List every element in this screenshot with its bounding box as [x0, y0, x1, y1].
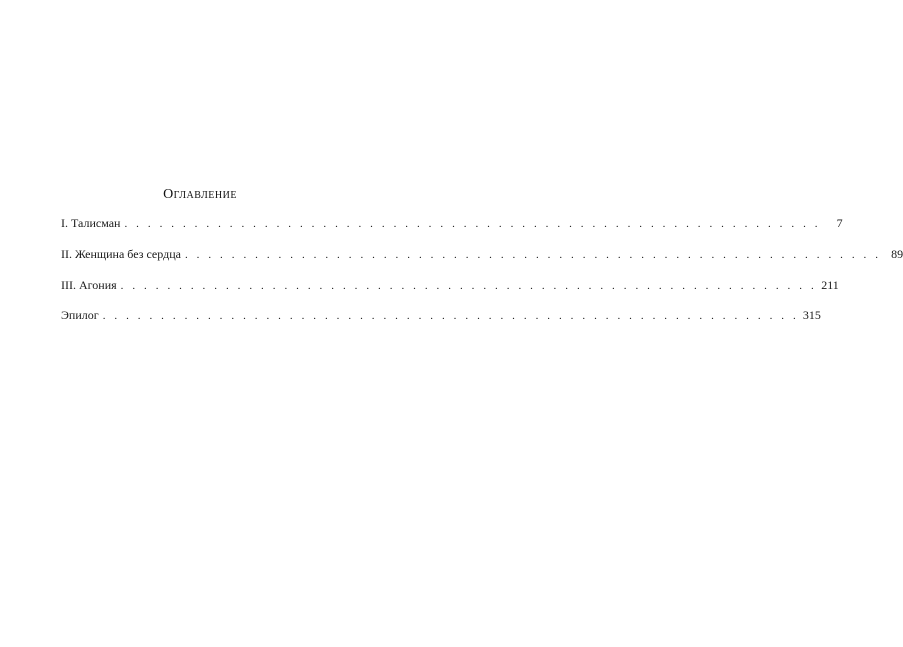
toc-entry-label: II. Женщина без сердца: [61, 247, 181, 261]
toc-entry: [61, 246, 903, 262]
toc-entry-page: 7: [836, 216, 843, 230]
toc-entry: [61, 277, 839, 293]
toc-entry-label: Эпилог: [61, 308, 99, 322]
dot-leader: . . . . . . . . . . . . . . . . . . . . . . . . . . . . . . . . . . . . . . . . . . . . . . . . . . . . . . . . . . . .: [184, 249, 882, 261]
toc-entry-page: 315: [802, 308, 821, 322]
toc-title: Оглавление: [163, 187, 237, 202]
toc-entry: [61, 307, 821, 323]
dot-leader: . . . . . . . . . . . . . . . . . . . . . . . . . . . . . . . . . . . . . . . . . . . . . . . . . . . . . . . . . . . .: [120, 280, 817, 292]
toc-entry-label: I. Талисман: [61, 216, 121, 230]
toc-entry-page: 211: [821, 278, 839, 292]
toc-entry-page: 89: [891, 247, 903, 261]
toc-entry: [61, 215, 843, 231]
dot-leader: . . . . . . . . . . . . . . . . . . . . . . . . . . . . . . . . . . . . . . . . . . . . . . . . . . . . . . . . . . . .: [102, 310, 799, 322]
toc-entry-label: III. Агония: [61, 278, 117, 292]
dot-leader: . . . . . . . . . . . . . . . . . . . . . . . . . . . . . . . . . . . . . . . . . . . . . . . . . . . . . . . . . . . .: [124, 218, 821, 230]
